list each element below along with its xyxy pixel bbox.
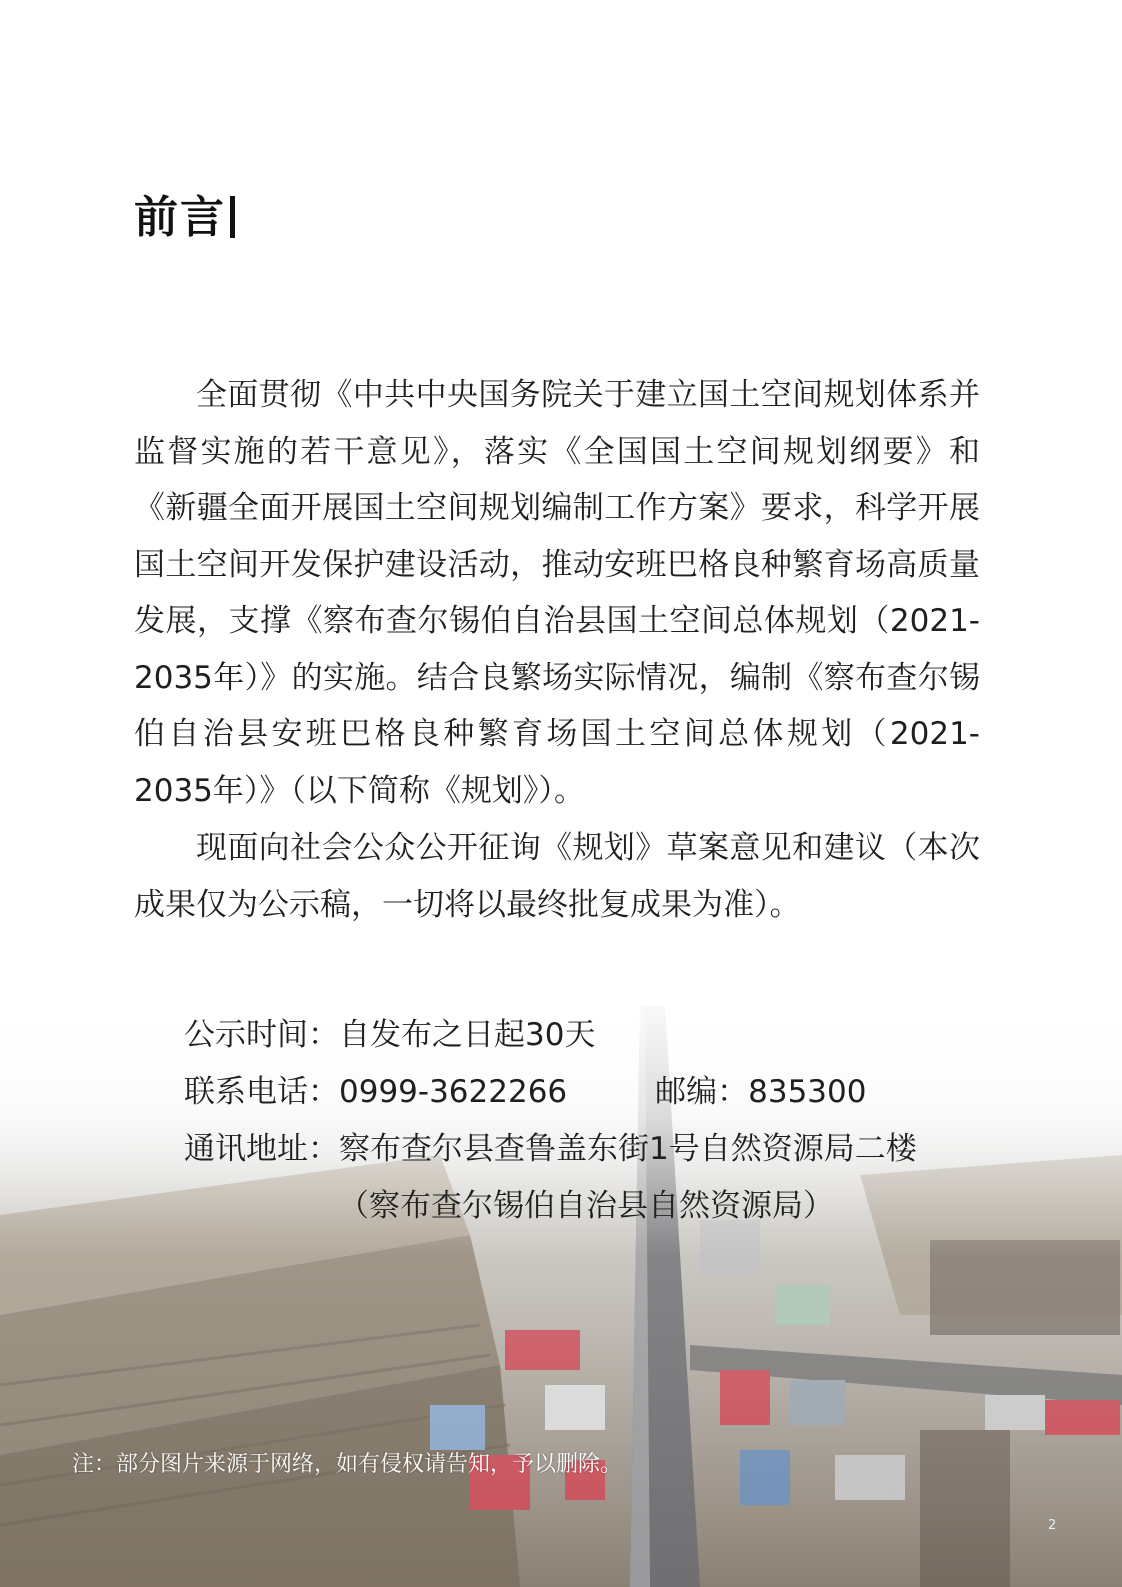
notice-phone: 联系电话：0999-3622266 <box>184 1074 568 1110</box>
image-source-footnote: 注：部分图片来源于网络，如有侵权请告知，予以删除。 <box>72 1452 623 1477</box>
notice-address-org: （察布查尔锡伯自治县自然资源局） <box>338 1188 834 1224</box>
consultation-paragraph: 现面向社会公众公开征询《规划》草案意见和建议（本次成果仅为公示稿，一切将以最终批复成果为准）。 <box>134 830 980 923</box>
intro-paragraph: 全面贯彻《中共中央国务院关于建立国土空间规划体系并监督实施的若干意见》，落实《全国国土空间规划纲要》和《新疆全面开展国土空间规划编制工作方案》要求，科学开展国土空间开发保护建设活动，推动安班巴格良种繁育场高质量发展，支撑《察布查尔锡伯自治县国土空间总体规划（2021-2035年）》的实施。结合良繁场实际情况，编制《察布查尔锡伯自治县安班巴格良种繁育场国土空间总体规划（2021-2035年）》（以下简称《规划》）。 <box>134 377 980 809</box>
page-heading <box>134 190 235 246</box>
notice-address: 通讯地址：察布查尔县查鲁盖东街1号自然资源局二楼 <box>184 1131 917 1167</box>
notice-contact-row <box>184 1064 917 1121</box>
notice-block <box>184 1007 917 1235</box>
notice-period: 公示时间：自发布之日起30天 <box>184 1017 596 1053</box>
heading-bar <box>230 196 235 238</box>
page-number: 2 <box>1048 1518 1057 1533</box>
heading-title: 前言 <box>134 192 226 243</box>
notice-postcode: 邮编：835300 <box>655 1074 867 1110</box>
